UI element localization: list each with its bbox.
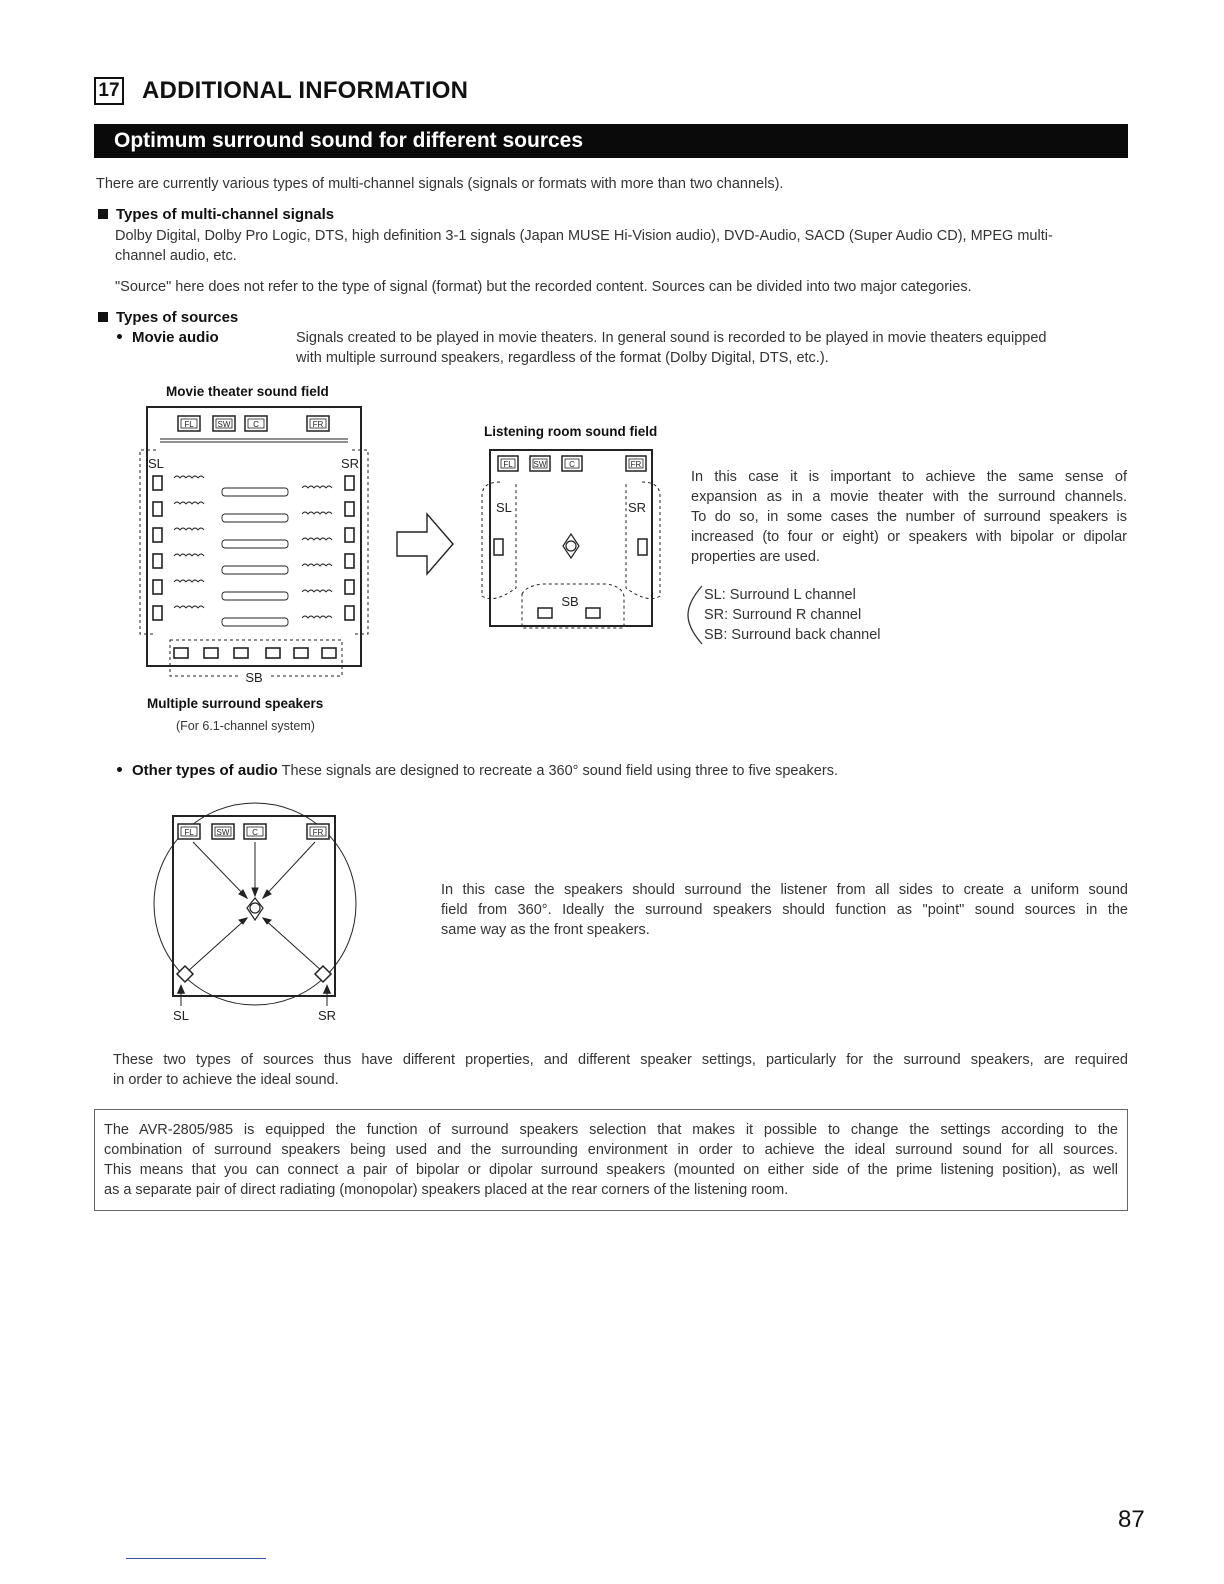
footer-rule bbox=[126, 1558, 266, 1559]
movie-audio-line1: Signals created to be played in movie theaters. In general sound is recorded to be played in movie theaters equipped bbox=[296, 330, 1047, 346]
other-label-sw: SW bbox=[216, 828, 230, 837]
theater-sound-field-diagram bbox=[130, 402, 380, 687]
legend-sb: SB: Surround back channel bbox=[704, 627, 881, 643]
other-label-fr: FR bbox=[312, 828, 324, 837]
summary-line1: These two types of sources thus have different properties, and different speaker settings, particularly for the surround speakers, are required bbox=[113, 1052, 1128, 1068]
room-label-sr: SR bbox=[628, 500, 647, 515]
theater-back-speakers bbox=[174, 648, 336, 658]
bullet-dot-icon bbox=[117, 767, 122, 772]
room-label-fl: FL bbox=[503, 460, 513, 469]
chapter-heading bbox=[94, 74, 468, 108]
listening-room-diagram bbox=[478, 446, 668, 636]
room-label-sw: SW bbox=[533, 460, 547, 469]
label-sl: SL bbox=[148, 456, 164, 471]
note-line1: The AVR-2805/985 is equipped the function of surround speakers selection that makes it possible to change the settings according to the bbox=[104, 1122, 1118, 1138]
movie-audio-line2: with multiple surround speakers, regardless of the format (Dolby Digital, DTS, etc.). bbox=[296, 350, 829, 366]
signals-body-line2: channel audio, etc. bbox=[115, 248, 237, 264]
legend-bracket-icon bbox=[686, 584, 706, 646]
other-label-sl: SL bbox=[173, 1008, 189, 1023]
room-speaker-sb-right bbox=[586, 608, 600, 618]
note-line4: as a separate pair of direct radiating (monopolar) speakers placed at the rear corners of the listening room. bbox=[104, 1182, 789, 1198]
note-box bbox=[94, 1109, 1128, 1211]
room-label-c: C bbox=[569, 460, 575, 469]
movie-audio-label bbox=[117, 329, 219, 346]
other-label-fl: FL bbox=[184, 828, 194, 837]
bullet-dot-icon bbox=[117, 334, 122, 339]
legend-sr: SR: Surround R channel bbox=[704, 607, 862, 623]
label-fr: FR bbox=[312, 420, 324, 429]
room-text-line3: To do so, in some cases the number of surround speakers is bbox=[691, 509, 1127, 525]
label-fl: FL bbox=[184, 420, 194, 429]
room-text-line2: expansion as in a movie theater with the surround channels. bbox=[691, 489, 1127, 505]
sources-heading bbox=[98, 309, 238, 326]
section-banner: Optimum surround sound for different sources bbox=[94, 124, 1128, 158]
room-speaker-sl bbox=[494, 539, 503, 555]
bullet-square-icon bbox=[98, 209, 108, 219]
room-text-line5: properties are used. bbox=[691, 549, 820, 565]
theater-caption-bold: Multiple surround speakers bbox=[147, 696, 324, 711]
label-sr: SR bbox=[341, 456, 360, 471]
theater-outline bbox=[147, 407, 361, 666]
room-label-sb: SB bbox=[561, 594, 579, 609]
listener-icon bbox=[563, 534, 579, 558]
signals-heading-text: Types of multi-channel signals bbox=[116, 206, 335, 223]
other-audio-row bbox=[117, 761, 838, 781]
room-text-line1: In this case it is important to achieve the same sense of bbox=[691, 469, 1127, 485]
note-line3: This means that you can connect a pair of bipolar or dipolar surround speakers (mounted on either side of the prime listening position), as well bbox=[104, 1162, 1118, 1178]
signals-body-line1: Dolby Digital, Dolby Pro Logic, DTS, high definition 3-1 signals (Japan MUSE Hi-Vision audio), DVD-Audio, SACD (Super Audio CD), MPEG multi- bbox=[115, 228, 1053, 244]
other-label-c: C bbox=[252, 828, 258, 837]
other-text-line3: same way as the front speakers. bbox=[441, 922, 650, 938]
circular-sound-field-diagram bbox=[145, 800, 365, 1030]
summary-line2: in order to achieve the ideal sound. bbox=[113, 1072, 339, 1088]
note-line2: combination of surround speakers being used and the surrounding environment in order to achieve the ideal surround sound for all sources. bbox=[104, 1142, 1118, 1158]
signals-heading bbox=[98, 206, 334, 223]
room-label-fr: FR bbox=[630, 460, 642, 469]
theater-seating bbox=[174, 476, 332, 626]
source-note: "Source" here does not refer to the type of signal (format) but the recorded content. Sources can be divided into two major categories. bbox=[115, 279, 972, 295]
room-speaker-sr bbox=[638, 539, 647, 555]
other-audio-text: These signals are designed to recreate a 360° sound field using three to five speakers. bbox=[281, 763, 838, 779]
chapter-title: ADDITIONAL INFORMATION bbox=[142, 77, 469, 104]
page-number: 87 bbox=[1118, 1506, 1145, 1533]
transition-arrow-icon bbox=[395, 508, 457, 580]
theater-caption-small: (For 6.1-channel system) bbox=[176, 719, 315, 733]
chapter-number: 17 bbox=[94, 77, 124, 105]
room-label-sl: SL bbox=[496, 500, 512, 515]
other-text-line1: In this case the speakers should surround the listener from all sides to create a uniform sound bbox=[441, 882, 1128, 898]
theater-diagram-title: Movie theater sound field bbox=[166, 384, 329, 399]
bullet-square-icon bbox=[98, 312, 108, 322]
other-label-sr: SR bbox=[317, 1008, 337, 1023]
room-text-line4: increased (to four or eight) or speakers with bipolar or dipolar bbox=[691, 529, 1127, 545]
room-speaker-sb-left bbox=[538, 608, 552, 618]
label-c: C bbox=[253, 420, 259, 429]
label-sb: SB bbox=[245, 670, 263, 685]
label-sw: SW bbox=[217, 420, 231, 429]
room-diagram-title: Listening room sound field bbox=[484, 424, 658, 439]
other-audio-label: Other types of audio bbox=[132, 762, 278, 779]
movie-audio-label-text: Movie audio bbox=[132, 329, 219, 346]
legend-sl: SL: Surround L channel bbox=[704, 587, 856, 603]
intro-text: There are currently various types of multi-channel signals (signals or formats with more than two channels). bbox=[96, 176, 784, 192]
sources-heading-text: Types of sources bbox=[116, 309, 239, 326]
other-text-line2: field from 360°. Ideally the surround speakers should function as "point" sound sources in the bbox=[441, 902, 1128, 918]
